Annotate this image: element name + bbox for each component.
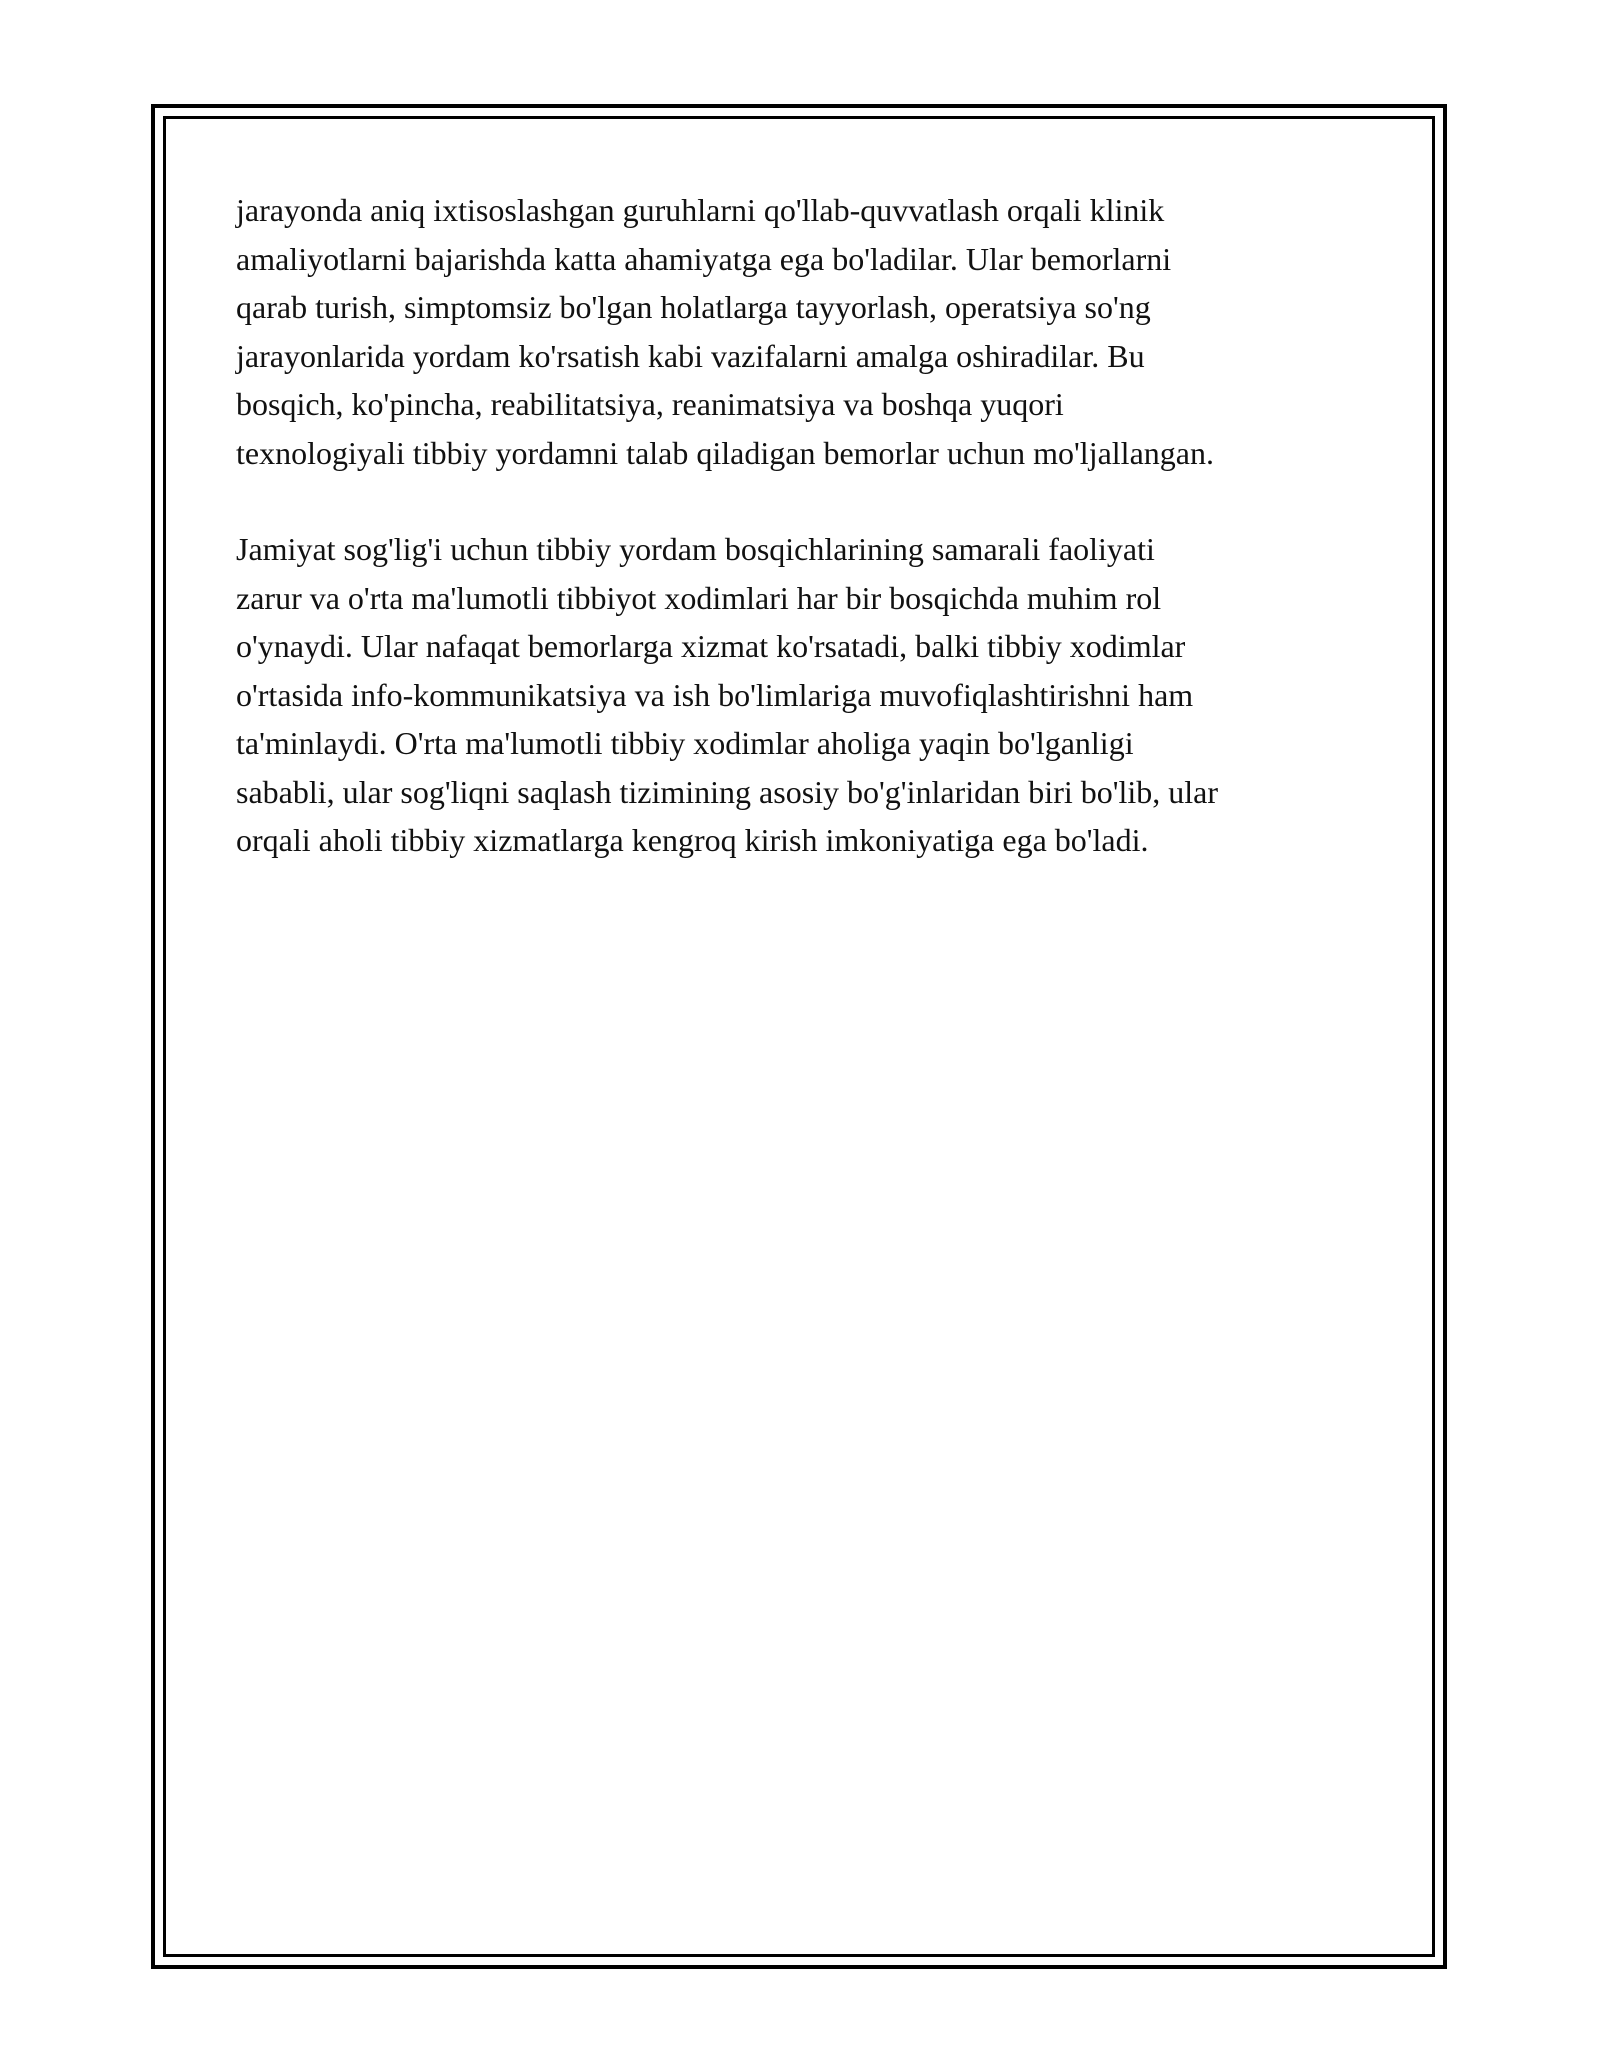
text-line: Jamiyat sog'lig'i uchun tibbiy yordam bosqichlarining samarali faoliyati <box>236 531 1155 567</box>
text-line: zarur va o'rta ma'lumotli tibbiyot xodimlari har bir bosqichda muhim rol <box>236 579 1162 616</box>
paragraph-2 <box>236 525 1376 865</box>
text-line: ta'minlaydi. O'rta ma'lumotli tibbiy xodimlar aholiga yaqin bo'lganligi <box>236 725 1134 761</box>
text-line: amaliyotlarni bajarishda katta ahamiyatga ega bo'ladilar. Ular bemorlarni <box>236 240 1172 277</box>
text-line: o'ynaydi. Ular nafaqat bemorlarga xizmat ko'rsatadi, balki tibbiy xodimlar <box>236 628 1186 664</box>
text-line: jarayonlarida yordam ko'rsatish kabi vazifalarni amalga oshiradilar. Bu <box>236 337 1145 374</box>
text-line: bosqich, ko'pincha, reabilitatsiya, reanimatsiya va boshqa yuqori <box>236 386 1064 422</box>
text-line: o'rtasida info-kommunikatsiya va ish bo'limlariga muvofiqlashtirishni ham <box>236 676 1194 713</box>
text-line: orqali aholi tibbiy xizmatlarga kengroq kirish imkoniyatiga ega bo'ladi. <box>236 822 1149 858</box>
text-line: texnologiyali tibbiy yordamni talab qiladigan bemorlar uchun mo'ljallangan. <box>236 434 1214 471</box>
text-line: jarayonda aniq ixtisoslashgan guruhlarni qo'llab-quvvatlash orqali klinik <box>236 192 1165 228</box>
paragraph-1 <box>236 186 1376 477</box>
text-line: sababli, ular sog'liqni saqlash tizimining asosiy bo'g'inlaridan biri bo'lib, ular <box>236 773 1219 810</box>
document-body <box>236 186 1376 913</box>
text-line: qarab turish, simptomsiz bo'lgan holatlarga tayyorlash, operatsiya so'ng <box>236 289 1151 325</box>
